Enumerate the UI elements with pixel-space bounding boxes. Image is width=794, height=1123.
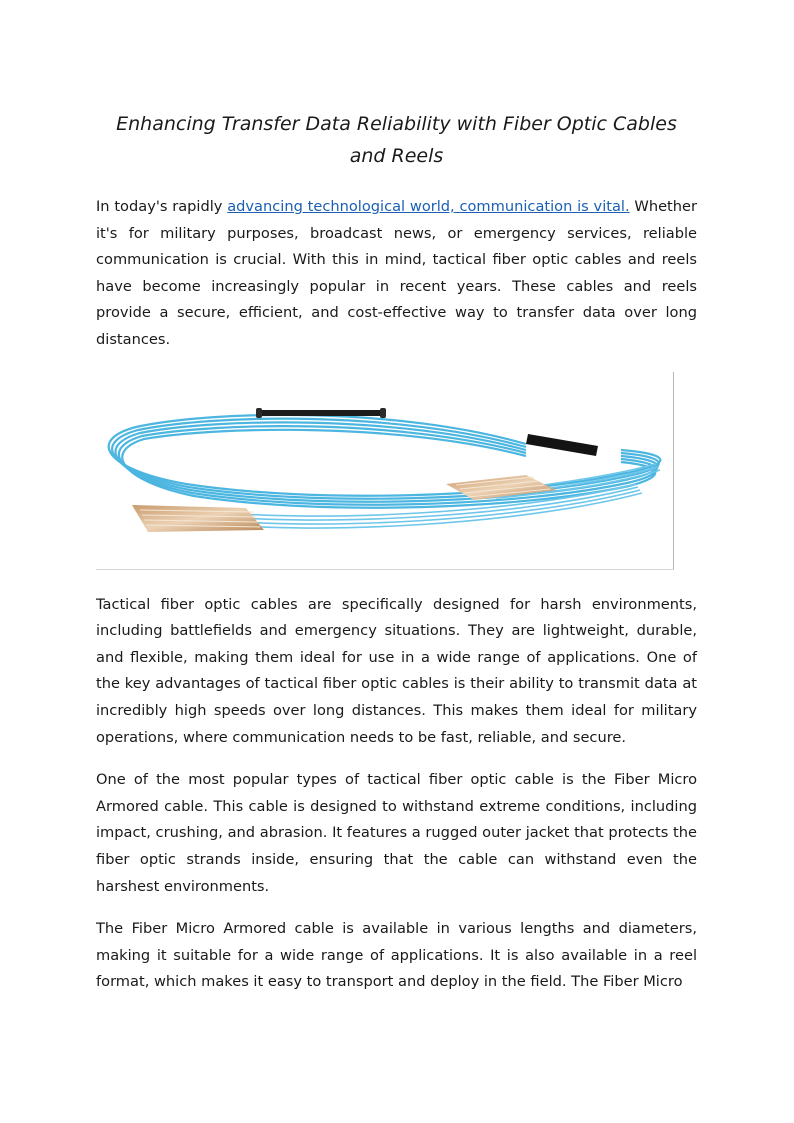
intro-lead-text: In today's rapidly <box>96 198 228 215</box>
splitter-cap-right <box>380 408 386 418</box>
intro-paragraph <box>96 194 697 354</box>
splitter-tube-right <box>526 434 598 456</box>
cable-loop <box>109 414 661 507</box>
intro-link[interactable]: advancing technological world, communication is vital. <box>227 198 630 215</box>
intro-rest-text: Whether it's for military purposes, broadcast news, or emergency services, reliable communication is crucial. With this in mind, tactical fiber optic cables and reels have become increasingly popular in recent years. These cables and reels provide a secure, efficient, and cost-effective way to transfer data over long distances. <box>96 198 697 348</box>
body-paragraph-1: Tactical fiber optic cables are specifically designed for harsh environments, including battlefields and emergency situations. They are lightweight, durable, and flexible, making them ideal for use in a wide range of applications. One of the key advantages of tactical fiber optic cables is their ability to transmit data at incredibly high speeds over long distances. This makes them ideal for military operations, where communication needs to be fast, reliable, and secure. <box>96 595 697 746</box>
splitter-tube-top <box>256 410 386 416</box>
fiber-optic-cable-image <box>96 372 674 570</box>
body-paragraph-2: One of the most popular types of tactical fiber optic cable is the Fiber Micro Armored cable. This cable is designed to withstand extreme conditions, including impact, crushing, and abrasion. It features a rugged outer jacket that protects the fiber optic strands inside, ensuring that the cable can withstand even the harshest environments. <box>96 771 697 895</box>
body-paragraph-3: The Fiber Micro Armored cable is available in various lengths and diameters, making it suitable for a wide range of applications. It is also available in a reel format, which makes it easy to transport and deploy in the field. The Fiber Micro <box>96 920 697 991</box>
article-title: Enhancing Transfer Data Reliability with Fiber Optic Cables and Reels <box>116 113 677 167</box>
splitter-cap-left <box>256 408 262 418</box>
fiber-cable-illustration <box>96 372 672 568</box>
connector-left <box>132 505 264 532</box>
document-page <box>96 108 697 1012</box>
